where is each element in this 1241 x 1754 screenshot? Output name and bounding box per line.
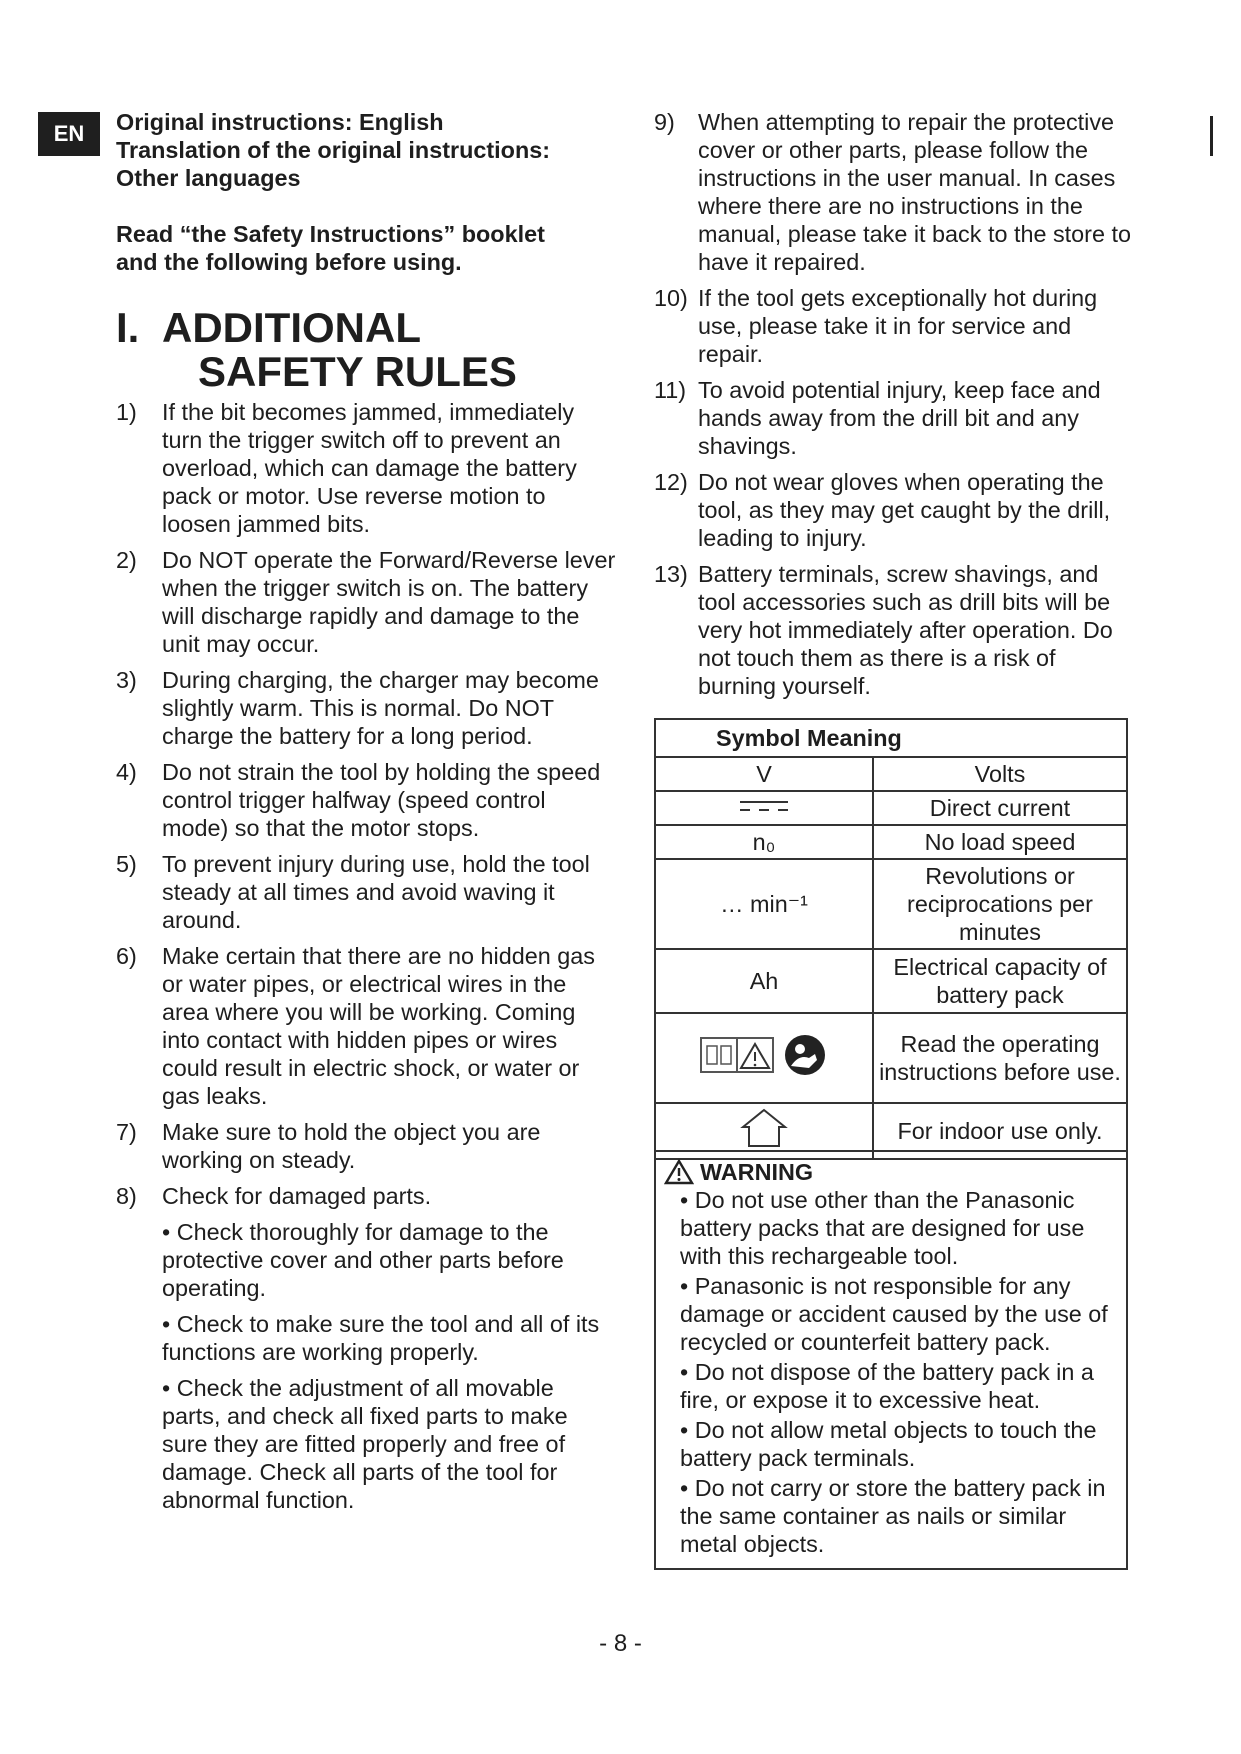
meaning-cell: For indoor use only. [873, 1103, 1127, 1159]
rule-text: Do not wear gloves when operating the tool, as they may get caught by the drill, leading to injury. [698, 469, 1111, 551]
rule-item [116, 546, 616, 658]
bullet-item: • Check the adjustment of all movable parts, and check all fixed parts to make sure they are fitted properly and free of damage. Check all parts of the tool for abnormal function. [162, 1375, 568, 1513]
symbol-row [655, 859, 1127, 949]
rule-text: Make sure to hold the object you are working on steady. [162, 1119, 541, 1173]
section-title [116, 306, 616, 394]
rule-item [654, 376, 1134, 460]
warning-item: • Do not use other than the Panasonic battery packs that are designed for use with this rechargeable tool. [680, 1187, 1085, 1269]
rule-text: Do not strain the tool by holding the speed control trigger halfway (speed control mode) so that the motor stops. [162, 759, 601, 841]
direct-current-icon [655, 791, 873, 825]
rule-item [116, 1118, 616, 1174]
rule-number: 3) [116, 667, 137, 693]
intro-block [116, 108, 616, 192]
symbol-cell: V [655, 757, 873, 791]
left-column [116, 108, 616, 1522]
section-title-line1: ADDITIONAL [162, 304, 421, 351]
rule-item [116, 850, 616, 934]
rule-text: When attempting to repair the protective cover or other parts, please follow the instructions in the user manual. In cases where there are no instructions in the manual, please take it back to the store to have it repaired. [698, 109, 1131, 275]
rule-item [654, 108, 1134, 276]
rule-number: 7) [116, 1119, 137, 1145]
margin-marker [1210, 116, 1213, 156]
symbol-cell: … min⁻¹ [655, 859, 873, 949]
rule-text: Do NOT operate the Forward/Reverse lever when the trigger switch is on. The battery will discharge rapidly and damage to the unit may occur. [162, 547, 616, 657]
meaning-cell: Read the operating instructions before use. [873, 1013, 1127, 1103]
rule-item [654, 560, 1134, 700]
rule-number: 11) [654, 377, 687, 403]
symbol-row [655, 949, 1127, 1013]
warning-label: WARNING [700, 1159, 814, 1185]
rule-number: 1) [116, 399, 137, 425]
rule8-bullets [162, 1218, 616, 1514]
rule-text: To avoid potential injury, keep face and hands away from the drill bit and any shavings. [698, 377, 1101, 459]
meaning-cell: Direct current [873, 791, 1127, 825]
meaning-cell: Electrical capacity of battery pack [873, 949, 1127, 1013]
warning-item: • Panasonic is not responsible for any damage or accident caused by the use of recycled or counterfeit battery pack. [680, 1273, 1108, 1355]
symbol-row [655, 825, 1127, 859]
direct-current-icon [736, 796, 792, 816]
rule-number: 9) [654, 109, 675, 135]
right-column [654, 108, 1134, 708]
symbol-table-header: Symbol Meaning [655, 719, 1127, 757]
page-number: - 8 - [599, 1630, 642, 1657]
read-manual-icons [655, 1013, 873, 1103]
read-manual-icon [699, 1032, 829, 1078]
rule-item [116, 942, 616, 1110]
symbol-row [655, 757, 1127, 791]
rule-number: 8) [116, 1183, 137, 1209]
rule-number: 6) [116, 943, 137, 969]
intro-line: Other languages [116, 165, 301, 191]
warning-icon [664, 1159, 694, 1185]
rule-item [116, 758, 616, 842]
rule-number: 5) [116, 851, 137, 877]
rule-number: 2) [116, 547, 137, 573]
rule-text: Battery terminals, screw shavings, and tool accessories such as drill bits will be very hot immediately after operation. Do not touch them as there is a risk of burning yourself. [698, 561, 1113, 699]
symbol-table-header-row [655, 719, 1127, 757]
warning-title [664, 1158, 1118, 1186]
rule-number: 12) [654, 469, 688, 495]
rule-item [116, 666, 616, 750]
rules-list-left [116, 398, 616, 1514]
warning-item: • Do not allow metal objects to touch the battery pack terminals. [680, 1417, 1097, 1471]
warning-box [654, 1150, 1128, 1570]
symbol-cell: n₀ [655, 825, 873, 859]
rule-item [116, 1182, 616, 1514]
rule-text: To prevent injury during use, hold the tool steady at all times and avoid waving it around. [162, 851, 590, 933]
bullet-item: • Check thoroughly for damage to the protective cover and other parts before operating. [162, 1219, 564, 1301]
symbol-row [655, 791, 1127, 825]
warning-item: • Do not carry or store the battery pack in the same container as nails or similar metal objects. [680, 1475, 1106, 1557]
read-line: and the following before using. [116, 249, 462, 275]
language-tab: EN [38, 112, 100, 156]
rule-item [654, 284, 1134, 368]
rules-list-right [654, 108, 1134, 700]
read-notice [116, 220, 616, 276]
intro-line: Translation of the original instructions: [116, 137, 551, 163]
rule-text: During charging, the charger may become slightly warm. This is normal. Do NOT charge the battery for a long period. [162, 667, 599, 749]
symbol-cell: Ah [655, 949, 873, 1013]
section-title-line2: SAFETY RULES [198, 348, 517, 395]
rule-text: Check for damaged parts. [162, 1183, 432, 1209]
symbol-table [654, 718, 1128, 1160]
bullet-item: • Check to make sure the tool and all of its functions are working properly. [162, 1311, 600, 1365]
meaning-cell: No load speed [873, 825, 1127, 859]
rule-text: If the tool gets exceptionally hot during use, please take it in for service and repair. [698, 285, 1098, 367]
intro-line: Original instructions: English [116, 109, 444, 135]
rule-number: 4) [116, 759, 137, 785]
meaning-cell: Volts [873, 757, 1127, 791]
rule-text: Make certain that there are no hidden gas or water pipes, or electrical wires in the area where you will be working. Coming into contact with hidden pipes or wires could result in electric shock, or water or gas leaks. [162, 943, 596, 1109]
rule-number: 10) [654, 285, 688, 311]
rule-number: 13) [654, 561, 688, 587]
meaning-cell: Revolutions or reciprocations per minutes [873, 859, 1127, 949]
house-icon [739, 1107, 789, 1149]
read-line: Read “the Safety Instructions” booklet [116, 221, 545, 247]
symbol-row [655, 1013, 1127, 1103]
rule-item [116, 398, 616, 538]
section-number: I. [116, 304, 140, 351]
rule-item [654, 468, 1134, 552]
warning-item: • Do not dispose of the battery pack in a fire, or expose it to excessive heat. [680, 1359, 1094, 1413]
rule-text: If the bit becomes jammed, immediately turn the trigger switch off to prevent an overload, which can damage the battery pack or motor. Use reverse motion to loosen jammed bits. [162, 399, 577, 537]
